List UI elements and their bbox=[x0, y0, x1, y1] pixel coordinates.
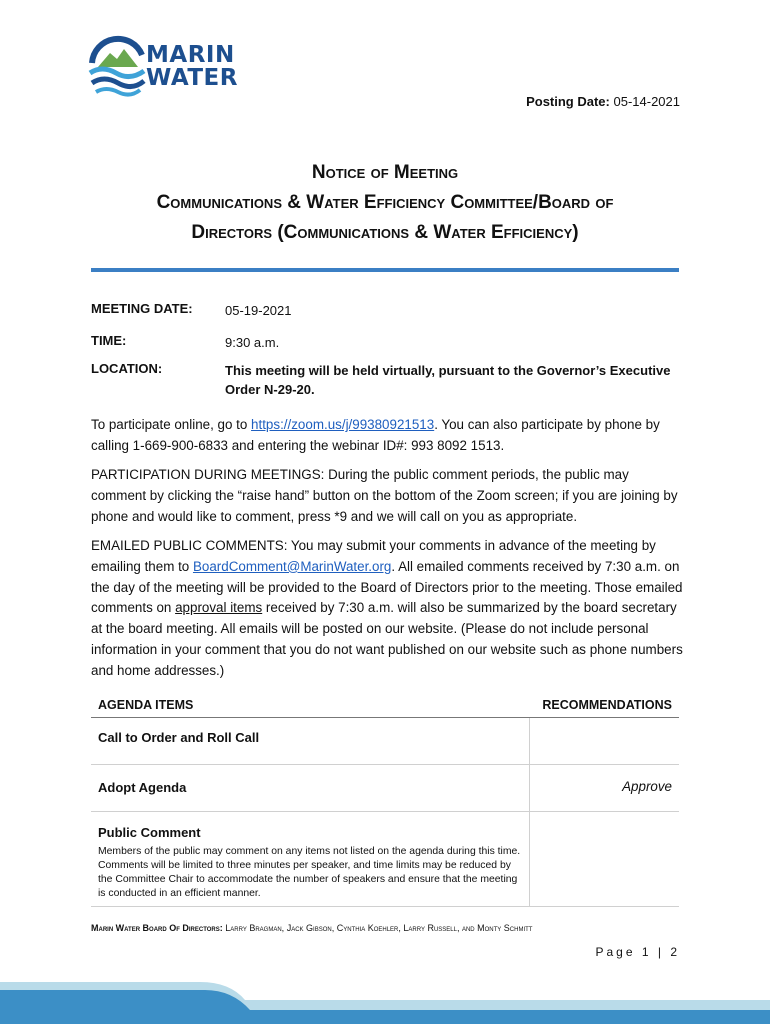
title-line-2: Communications & Water Efficiency Committee/Board of bbox=[156, 192, 614, 213]
agenda-row-adopt-agenda bbox=[91, 765, 679, 812]
board-comment-email-link[interactable]: BoardComment@MarinWater.org bbox=[192, 558, 392, 574]
title-divider bbox=[91, 268, 679, 272]
location-value: This meeting will be held virtually, pursuant to the Governor’s Executive Order N-29-20. bbox=[225, 363, 671, 397]
participate-text-pre: To participate online, go to bbox=[91, 417, 252, 432]
title-line-3: Directors (Communications & Water Efficiency) bbox=[191, 222, 579, 243]
page-number: Page 1 | 2 bbox=[595, 945, 680, 959]
title-line-1: Notice of Meeting bbox=[311, 162, 459, 183]
emailed-text-mid: . All emailed comments received by 7:30 a.m. on the day of the meeting will be provided to the Board of Directors prior to the meeting. Those emailed comments on bbox=[91, 558, 683, 616]
emailed-text-pre: EMAILED PUBLIC COMMENTS: You may submit your comments in advance of the meeting by emailing them to bbox=[91, 538, 656, 574]
posting-date bbox=[526, 94, 680, 109]
agenda-item-description: Members of the public may comment on any items not listed on the agenda during this time. Comments will be limited to three minutes per speaker, and time limits may be reduced by the Committee Chair to accommodate the number of speakers and ensure that the meeting is conducted in an efficient manner. bbox=[98, 846, 521, 899]
agenda-table bbox=[91, 697, 679, 907]
document-title bbox=[90, 158, 680, 248]
participate-text-post: . You can also participate by phone by calling 1-669-900-6833 and entering the webinar ID#: 993 8092 1513. bbox=[91, 417, 660, 453]
agenda-item-name: Public Comment bbox=[98, 825, 201, 840]
emailed-text-post: received by 7:30 a.m. will also be summarized by the board secretary at the board meeting. All emails will be posted on our website. (Please do not include personal information in your comment that you do not want published on our website such as phone numbers and home addresses.) bbox=[91, 600, 683, 678]
board-of-directors-footer bbox=[91, 923, 532, 933]
participate-online-paragraph bbox=[91, 415, 686, 457]
approval-items-text: approval items bbox=[175, 600, 263, 616]
agenda-header bbox=[91, 697, 679, 718]
participation-paragraph bbox=[91, 465, 686, 527]
agenda-item-name: Call to Order and Roll Call bbox=[98, 730, 260, 745]
footer-names: Larry Bragman, Jack Gibson, Cynthia Koehler, Larry Russell, and Monty Schmitt bbox=[222, 923, 533, 933]
recommendations-header: RECOMMENDATIONS bbox=[542, 698, 672, 712]
time-value: 9:30 a.m. bbox=[225, 335, 280, 350]
bottom-wave-decoration bbox=[0, 970, 770, 1024]
emailed-comments-paragraph bbox=[91, 536, 686, 682]
logo-mark-icon bbox=[86, 33, 148, 99]
logo-word-marin: MARIN bbox=[146, 42, 235, 68]
participation-heading: PARTICIPATION DURING MEETINGS bbox=[91, 467, 321, 482]
agenda-items-header: AGENDA ITEMS bbox=[98, 698, 194, 712]
meeting-date-label: MEETING DATE: bbox=[91, 301, 193, 316]
time-label: TIME: bbox=[91, 333, 127, 348]
posting-date-value: 05-14-2021 bbox=[613, 94, 680, 109]
agenda-item-rec: Approve bbox=[622, 779, 672, 794]
marin-water-logo bbox=[86, 33, 256, 103]
zoom-link[interactable]: https://zoom.us/j/99380921513 bbox=[251, 417, 435, 432]
posting-date-label: Posting Date: bbox=[526, 94, 610, 109]
logo-word-water: WATER bbox=[146, 65, 238, 91]
footer-label: Marin Water Board Of Directors: bbox=[91, 923, 223, 933]
agenda-row-public-comment bbox=[91, 812, 679, 907]
agenda-item-name: Adopt Agenda bbox=[98, 780, 187, 795]
location-label: LOCATION: bbox=[91, 361, 163, 376]
participation-text: : During the public comment periods, the public may comment by clicking the “raise hand” button on the bottom of the Zoom screen; if you are joining by phone and would like to comment, press *9 and we will call on you as appropriate. bbox=[91, 467, 678, 524]
meeting-date-value: 05-19-2021 bbox=[225, 303, 292, 318]
agenda-row-call-to-order bbox=[91, 718, 679, 765]
